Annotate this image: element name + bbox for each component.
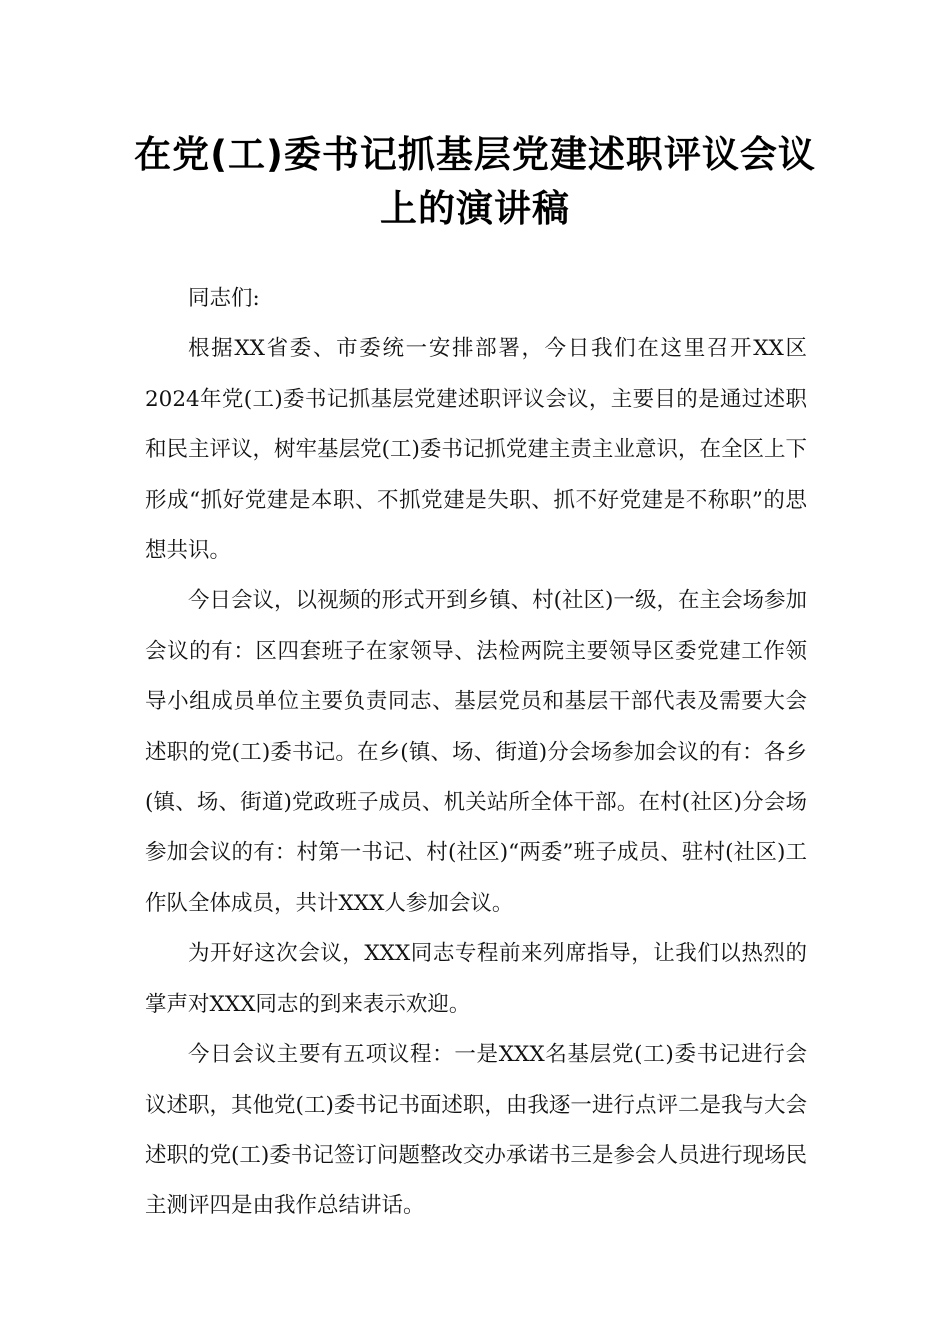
body-paragraph: 为开好这次会议，XXX同志专程前来列席指导，让我们以热烈的掌声对XXX同志的到来表示欢迎。 [145,941,807,1017]
body-paragraph: 根据XX省委、市委统一安排部署，今日我们在这里召开XX区2024年党(工)委书记抓基层党建述职评议会议，主要目的是通过述职和民主评议，树牢基层党(工)委书记抓党建主责主业意识，在全区上下形成“抓好党建是本职、不抓党建是失职、抓不好党建是不称职”的思想共识。 [145,336,807,564]
body-paragraph: 今日会议主要有五项议程：一是XXX名基层党(工)委书记进行会议述职，其他党(工)委书记书面述职，由我逐一进行点评二是我与大会述职的党(工)委书记签订问题整改交办承诺书三是参会人员进行现场民主测评四是由我作总结讲话。 [145,1042,807,1219]
greeting-paragraph: 同志们: [188,286,260,311]
body-paragraph: 今日会议，以视频的形式开到乡镇、村(社区)一级，在主会场参加会议的有：区四套班子在家领导、法检两院主要领导区委党建工作领导小组成员单位主要负责同志、基层党员和基层干部代表及需要大会述职的党(工)委书记。在乡(镇、场、街道)分会场参加会议的有：各乡(镇、场、街道)党政班子成员、机关站所全体干部。在村(社区)分会场参加会议的有：村第一书记、村(社区)“两委”班子成员、驻村(社区)工作队全体成员，共计XXX人参加会议。 [145,588,807,916]
document-body [145,274,807,1232]
document-title: 在党(工)委书记抓基层党建述职评议会议上的演讲稿 [134,133,816,230]
